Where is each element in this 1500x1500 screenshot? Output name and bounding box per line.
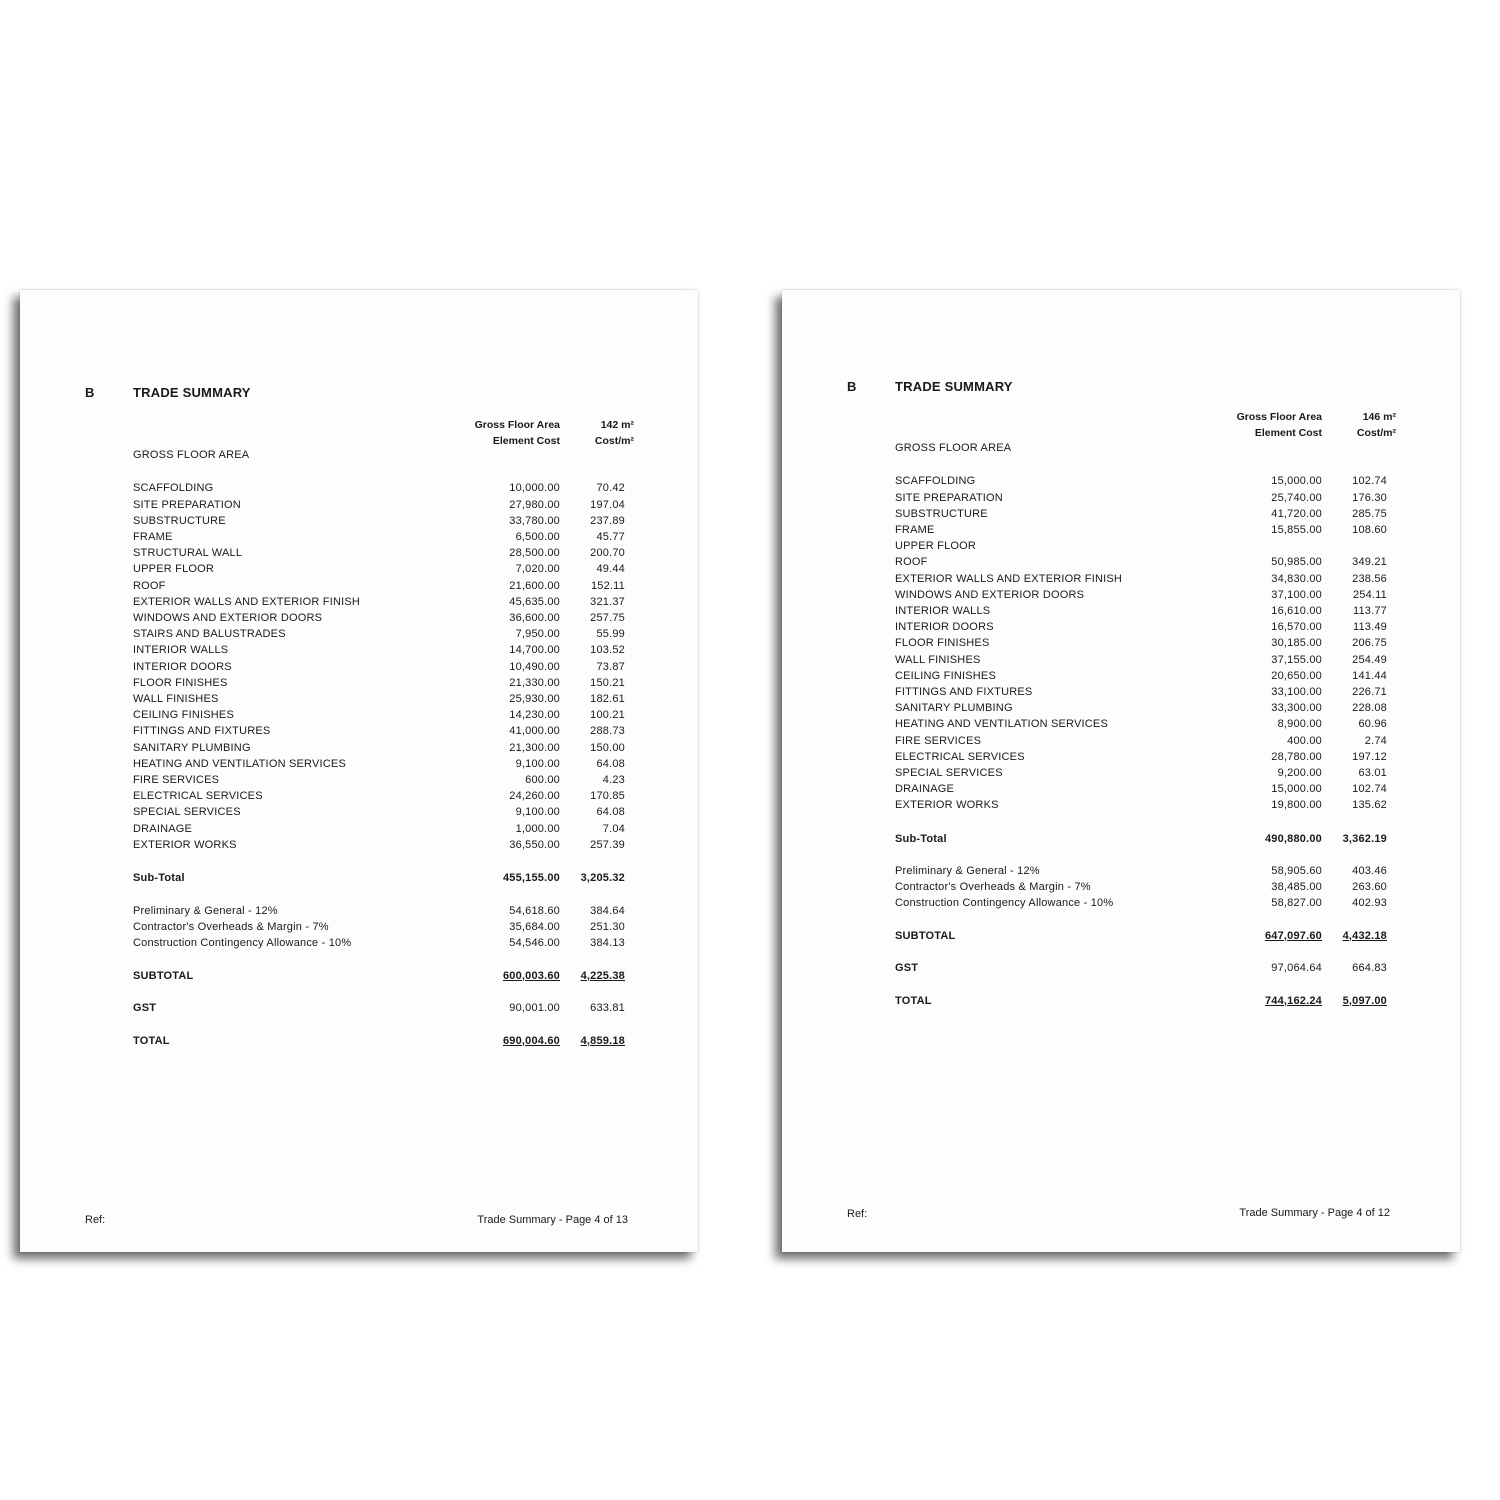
gfa-label: Gross Floor Area <box>1236 411 1322 423</box>
table-row: WINDOWS AND EXTERIOR DOORS 36,600.00 257.75 <box>133 612 625 624</box>
subtotal-row: SUBTOTAL 600,003.60 4,225.38 <box>133 969 625 982</box>
table-row: SANITARY PLUMBING 33,300.00 228.08 <box>895 702 1387 715</box>
document-page-right <box>782 290 1460 1252</box>
ref-label: Ref: <box>847 1208 868 1220</box>
column-header-element-cost <box>1182 409 1322 441</box>
table-row: WINDOWS AND EXTERIOR DOORS 37,100.00 254.11 <box>895 588 1387 601</box>
table-row: INTERIOR DOORS 10,490.00 73.87 <box>133 660 625 673</box>
page-footer: Trade Summary - Page 4 of 13 <box>477 1214 628 1226</box>
table-row: EXTERIOR WALLS AND EXTERIOR FINISH 34,830.00 238.56 <box>895 572 1387 585</box>
table-row: WALL FINISHES 25,930.00 182.61 <box>133 693 625 705</box>
gfa-value: 142 m² <box>600 419 634 431</box>
table-row: UPPER FLOOR 7,020.00 49.44 <box>133 563 625 576</box>
total-row: TOTAL 690,004.60 4,859.18 <box>133 1034 625 1047</box>
table-row: SANITARY PLUMBING 21,300.00 150.00 <box>133 741 625 754</box>
adjustment-row: Construction Contingency Allowance - 10% 58,827.00 402.93 <box>895 896 1387 909</box>
element-cost-header: Element Cost <box>1254 427 1322 439</box>
table-row: FIRE SERVICES 600.00 4.23 <box>133 774 625 786</box>
table-row: ELECTRICAL SERVICES 28,780.00 197.12 <box>895 750 1387 763</box>
section-title: TRADE SUMMARY <box>133 385 251 400</box>
table-row: FITTINGS AND FIXTURES 33,100.00 226.71 <box>895 686 1387 698</box>
cost-per-m2-header: Cost/m² <box>594 435 634 447</box>
adjustment-row: Preliminary & General - 12% 54,618.60 384.64 <box>133 904 625 917</box>
table-row: EXTERIOR WALLS AND EXTERIOR FINISH 45,635.00 321.37 <box>133 595 625 608</box>
table-row: DRAINAGE 15,000.00 102.74 <box>895 783 1387 796</box>
table-row: SPECIAL SERVICES 9,100.00 64.08 <box>133 806 625 819</box>
sub-total-row: Sub-Total 455,155.00 3,205.32 <box>133 872 625 884</box>
table-row: STAIRS AND BALUSTRADES 7,950.00 55.99 <box>133 628 625 641</box>
cost-per-m2-header: Cost/m² <box>1356 427 1396 439</box>
table-row: INTERIOR WALLS 16,610.00 113.77 <box>895 605 1387 617</box>
table-row: SCAFFOLDING 15,000.00 102.74 <box>895 475 1387 488</box>
table-row: SUBSTRUCTURE 33,780.00 237.89 <box>133 514 625 527</box>
table-row: SUBSTRUCTURE 41,720.00 285.75 <box>895 507 1387 520</box>
column-header-cost-per-m2 <box>1330 409 1396 441</box>
table-row: STRUCTURAL WALL 28,500.00 200.70 <box>133 547 625 560</box>
section-letter: B <box>85 385 95 400</box>
gst-row: GST 90,001.00 633.81 <box>133 1002 625 1014</box>
table-row: SITE PREPARATION 25,740.00 176.30 <box>895 491 1387 504</box>
table-row: EXTERIOR WORKS 36,550.00 257.39 <box>133 838 625 851</box>
table-row: ROOF 21,600.00 152.11 <box>133 579 625 592</box>
column-header-element-cost <box>420 417 560 449</box>
table-row: INTERIOR DOORS 16,570.00 113.49 <box>895 621 1387 634</box>
subtotal-row: SUBTOTAL 647,097.60 4,432.18 <box>895 929 1387 942</box>
adjustment-row: Preliminary & General - 12% 58,905.60 403.46 <box>895 864 1387 877</box>
gfa-label: Gross Floor Area <box>474 419 560 431</box>
table-row: ROOF 50,985.00 349.21 <box>895 556 1387 569</box>
gst-row: GST 97,064.64 664.83 <box>895 962 1387 974</box>
table-row: SITE PREPARATION 27,980.00 197.04 <box>133 498 625 511</box>
total-row: TOTAL 744,162.24 5,097.00 <box>895 994 1387 1007</box>
table-row: FIRE SERVICES 400.00 2.74 <box>895 734 1387 747</box>
table-row: SCAFFOLDING 10,000.00 70.42 <box>133 482 625 495</box>
table-row: ELECTRICAL SERVICES 24,260.00 170.85 <box>133 790 625 803</box>
gfa-value: 146 m² <box>1362 411 1396 423</box>
table-row: CEILING FINISHES 20,650.00 141.44 <box>895 669 1387 682</box>
table-row: CEILING FINISHES 14,230.00 100.21 <box>133 709 625 722</box>
gross-floor-area-label: GROSS FLOOR AREA <box>133 449 250 461</box>
table-row: FRAME 15,855.00 108.60 <box>895 524 1387 536</box>
table-row: EXTERIOR WORKS 19,800.00 135.62 <box>895 799 1387 812</box>
table-row: HEATING AND VENTILATION SERVICES 9,100.00 64.08 <box>133 757 625 770</box>
table-row: DRAINAGE 1,000.00 7.04 <box>133 822 625 835</box>
adjustment-row: Construction Contingency Allowance - 10% 54,546.00 384.13 <box>133 936 625 949</box>
adjustment-row: Contractor's Overheads & Margin - 7% 35,684.00 251.30 <box>133 920 625 933</box>
sub-total-row: Sub-Total 490,880.00 3,362.19 <box>895 832 1387 845</box>
table-row: UPPER FLOOR <box>895 540 977 553</box>
element-cost-header: Element Cost <box>492 435 560 447</box>
section-letter: B <box>847 379 857 394</box>
document-page-left <box>20 290 698 1252</box>
table-row: HEATING AND VENTILATION SERVICES 8,900.00 60.96 <box>895 718 1387 731</box>
column-header-cost-per-m2 <box>568 417 634 449</box>
section-title: TRADE SUMMARY <box>895 379 1013 394</box>
table-row: FITTINGS AND FIXTURES 41,000.00 288.73 <box>133 725 625 738</box>
table-row: FLOOR FINISHES 30,185.00 206.75 <box>895 637 1387 650</box>
table-row: WALL FINISHES 37,155.00 254.49 <box>895 653 1387 666</box>
table-row: FRAME 6,500.00 45.77 <box>133 531 625 543</box>
table-row: SPECIAL SERVICES 9,200.00 63.01 <box>895 767 1387 779</box>
ref-label: Ref: <box>85 1214 106 1226</box>
table-row: FLOOR FINISHES 21,330.00 150.21 <box>133 676 625 689</box>
page-footer: Trade Summary - Page 4 of 12 <box>1239 1207 1390 1219</box>
table-row: INTERIOR WALLS 14,700.00 103.52 <box>133 644 625 657</box>
gross-floor-area-label: GROSS FLOOR AREA <box>895 442 1012 454</box>
adjustment-row: Contractor's Overheads & Margin - 7% 38,485.00 263.60 <box>895 880 1387 893</box>
